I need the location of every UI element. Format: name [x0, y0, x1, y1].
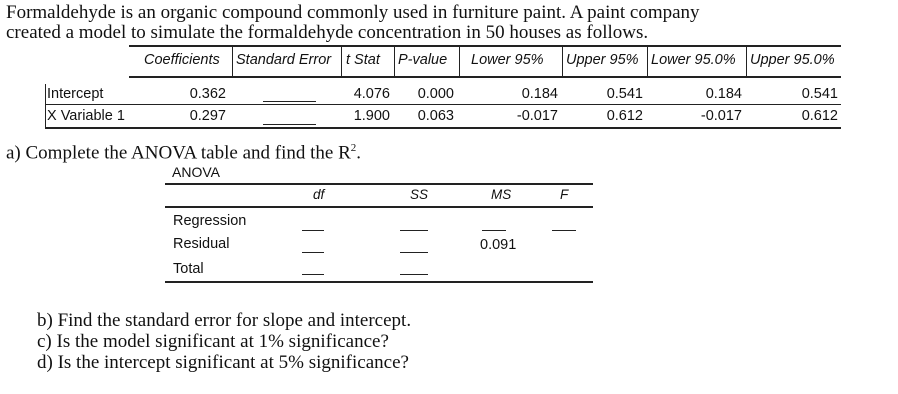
- header-separator: [562, 46, 563, 76]
- regression-f-blank: [552, 230, 576, 231]
- anova-header-df: df: [313, 187, 325, 202]
- row-left-border: [45, 84, 46, 128]
- header-separator: [394, 46, 395, 76]
- anova-row-regression: Regression: [173, 213, 247, 229]
- intercept-p-value: 0.000: [417, 86, 454, 102]
- header-coefficients: Coefficients: [144, 52, 220, 68]
- regression-ms-blank: [482, 230, 506, 231]
- intercept-lower-95: 0.184: [521, 86, 558, 102]
- table-top-rule: [129, 45, 841, 47]
- question-a-text: a) Complete the ANOVA table and find the R: [6, 142, 351, 164]
- intercept-upper-95-0: 0.541: [801, 86, 838, 102]
- row-label-x-variable-1: X Variable 1: [47, 108, 125, 124]
- problem-intro-line-2: created a model to simulate the formaldehyde concentration in 50 houses as follows.: [6, 22, 649, 43]
- anova-row-residual: Residual: [173, 236, 230, 252]
- anova-top-rule: [165, 183, 593, 185]
- slope-coefficient: 0.297: [189, 108, 226, 124]
- anova-header-ms: MS: [491, 187, 512, 202]
- intercept-upper-95: 0.541: [606, 86, 643, 102]
- problem-intro-line-1: Formaldehyde is an organic compound commonly used in furniture paint. A paint company: [6, 2, 700, 23]
- intercept-coefficient: 0.362: [189, 86, 226, 102]
- header-upper-95: Upper 95%: [566, 52, 639, 68]
- slope-p-value: 0.063: [417, 108, 454, 124]
- header-upper-95-0: Upper 95.0%: [750, 52, 835, 68]
- header-lower-95-0: Lower 95.0%: [651, 52, 736, 68]
- anova-header-f: F: [560, 187, 569, 202]
- header-separator: [232, 46, 233, 76]
- residual-ms-value: 0.091: [480, 237, 517, 253]
- header-separator: [647, 46, 648, 76]
- anova-bottom-rule: [165, 281, 593, 283]
- header-p-value: P-value: [398, 52, 448, 68]
- slope-lower-95: -0.017: [516, 108, 558, 124]
- slope-se-blank: [263, 124, 316, 125]
- header-standard-error: Standard Error: [236, 52, 332, 68]
- row-label-intercept: Intercept: [47, 86, 104, 102]
- total-ss-blank: [400, 274, 428, 275]
- slope-t-stat: 1.900: [353, 108, 390, 124]
- slope-upper-95-0: 0.612: [801, 108, 838, 124]
- anova-title: ANOVA: [172, 164, 220, 180]
- question-a: [6, 142, 361, 164]
- question-b: b) Find the standard error for slope and intercept.: [37, 310, 412, 331]
- header-t-stat: t Stat: [346, 52, 380, 68]
- header-separator: [459, 46, 460, 76]
- intercept-lower-95-0: 0.184: [705, 86, 742, 102]
- anova-header-rule: [165, 206, 593, 208]
- intercept-t-stat: 4.076: [353, 86, 390, 102]
- question-a-superscript: 2: [350, 142, 357, 154]
- total-df-blank: [302, 274, 324, 275]
- anova-row-total: Total: [173, 261, 204, 277]
- question-c: c) Is the model significant at 1% significance?: [37, 331, 389, 352]
- slope-lower-95-0: -0.017: [700, 108, 742, 124]
- regression-df-blank: [302, 230, 324, 231]
- row-divider: [45, 104, 841, 105]
- residual-ss-blank: [400, 252, 428, 253]
- header-separator: [341, 46, 342, 76]
- slope-upper-95: 0.612: [606, 108, 643, 124]
- intercept-se-blank: [263, 101, 316, 102]
- residual-df-blank: [302, 252, 324, 253]
- header-lower-95: Lower 95%: [471, 52, 544, 68]
- header-bottom-rule: [129, 76, 841, 78]
- table-bottom-rule: [45, 127, 841, 129]
- question-a-period: .: [356, 142, 362, 164]
- header-separator: [746, 46, 747, 76]
- anova-header-ss: SS: [410, 187, 429, 202]
- regression-ss-blank: [400, 230, 428, 231]
- question-d: d) Is the intercept significant at 5% significance?: [37, 352, 409, 373]
